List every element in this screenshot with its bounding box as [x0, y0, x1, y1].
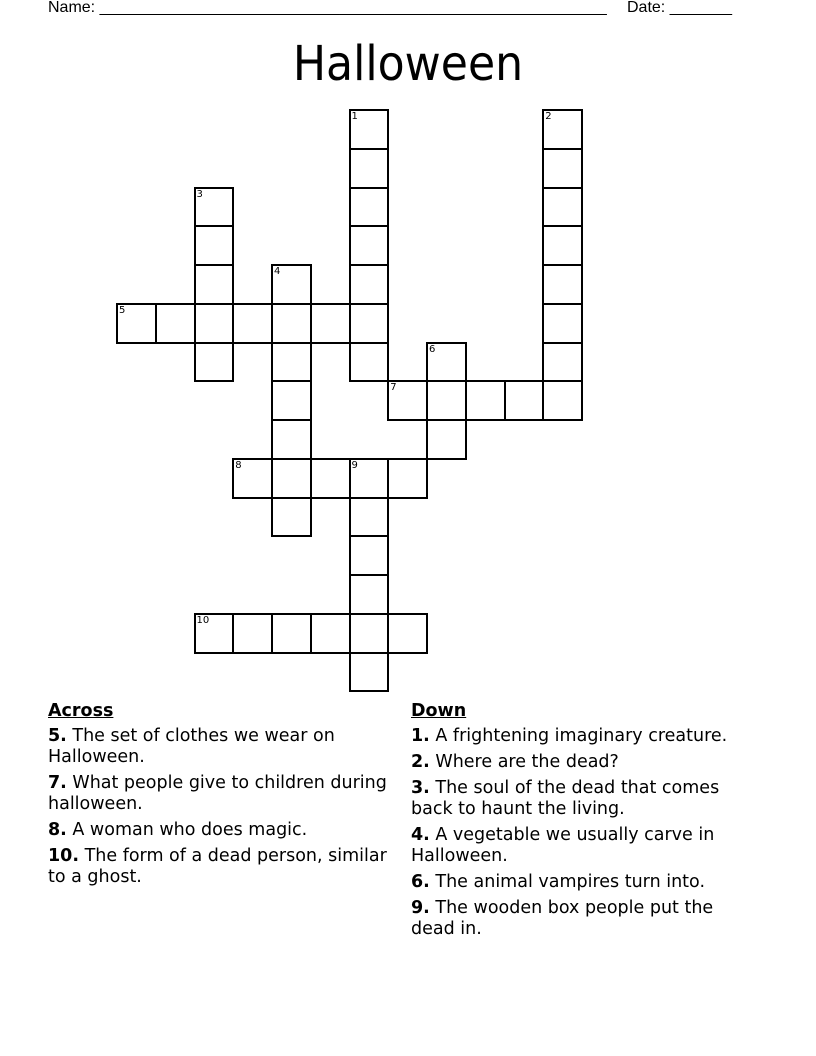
clue-down-3: [411, 778, 761, 820]
clue-text: The animal vampires turn into.: [429, 872, 706, 892]
grid-cell[interactable]: [349, 342, 390, 383]
clue-text: The wooden box people put the dead in.: [411, 898, 714, 939]
grid-cell[interactable]: [194, 264, 235, 305]
clue-number: 9.: [411, 898, 430, 918]
clue-number: 7.: [48, 773, 67, 793]
grid-cell[interactable]: [232, 303, 273, 344]
clue-number: 1.: [411, 726, 430, 746]
cell-number: 5: [119, 304, 126, 316]
grid-cell[interactable]: [542, 225, 583, 266]
puzzle-title: Halloween: [292, 36, 524, 92]
cell-number: 7: [390, 382, 397, 394]
clue-down-2: [411, 752, 761, 773]
grid-cell[interactable]: [542, 303, 583, 344]
clue-across-5: [48, 726, 388, 768]
cell-number: 3: [196, 188, 203, 200]
clue-number: 8.: [48, 820, 67, 840]
clue-number: 6.: [411, 872, 430, 892]
clue-text: The set of clothes we wear on Halloween.: [48, 726, 335, 767]
clue-text: A vegetable we usually carve in Halloween.: [411, 825, 715, 866]
name-field-label: Name: _________________________________________________________: [48, 0, 607, 16]
across-clues: [48, 701, 388, 893]
grid-cell[interactable]: [349, 225, 390, 266]
grid-cell[interactable]: [155, 303, 196, 344]
down-heading: Down: [411, 701, 467, 721]
down-clues: [411, 701, 761, 945]
grid-cell[interactable]: [426, 342, 467, 383]
grid-cell[interactable]: [194, 187, 235, 228]
grid-cell[interactable]: [349, 613, 390, 654]
grid-cell[interactable]: [310, 458, 351, 499]
cell-number: 8: [235, 459, 242, 471]
grid-cell[interactable]: [271, 419, 312, 460]
grid-cell[interactable]: [349, 574, 390, 615]
grid-cell[interactable]: [542, 264, 583, 305]
clue-text: The form of a dead person, similar to a ghost.: [48, 846, 387, 887]
cell-number: 1: [351, 111, 358, 122]
grid-cell[interactable]: [349, 303, 390, 344]
clue-down-4: [411, 825, 761, 867]
grid-cell[interactable]: [194, 613, 235, 654]
grid-cell[interactable]: [310, 303, 351, 344]
grid-cell[interactable]: [310, 613, 351, 654]
clue-across-7: [48, 773, 388, 815]
clue-down-1: [411, 726, 761, 747]
grid-cell[interactable]: [271, 497, 312, 538]
grid-cell[interactable]: [542, 380, 583, 421]
grid-cell[interactable]: [504, 380, 545, 421]
clue-across-10: [48, 846, 388, 888]
grid-cell[interactable]: [271, 264, 312, 305]
grid-cell[interactable]: [542, 342, 583, 383]
grid-cell[interactable]: [232, 458, 273, 499]
cell-number: 9: [351, 459, 358, 471]
clue-across-8: [48, 820, 388, 841]
grid-cell[interactable]: [426, 419, 467, 460]
clue-down-6: [411, 872, 761, 893]
clue-number: 2.: [411, 752, 430, 772]
grid-cell[interactable]: [116, 303, 157, 344]
clue-text: Where are the dead?: [429, 752, 619, 772]
across-heading: Across: [48, 701, 114, 721]
grid-cell[interactable]: [387, 458, 428, 499]
grid-cell[interactable]: [349, 109, 390, 150]
clue-text: The soul of the dead that comes back to haunt the living.: [411, 778, 720, 819]
grid-cell[interactable]: [387, 380, 428, 421]
grid-cell[interactable]: [271, 613, 312, 654]
grid-cell[interactable]: [349, 264, 390, 305]
grid-cell[interactable]: [465, 380, 506, 421]
clue-number: 10.: [48, 846, 80, 866]
grid-cell[interactable]: [542, 109, 583, 150]
grid-cell[interactable]: [349, 535, 390, 576]
grid-cell[interactable]: [426, 380, 467, 421]
cell-number: 6: [429, 343, 436, 355]
grid-cell[interactable]: [542, 187, 583, 228]
clue-number: 3.: [411, 778, 430, 798]
cell-number: 4: [274, 266, 281, 277]
grid-cell[interactable]: [349, 148, 390, 189]
grid-cell[interactable]: [542, 148, 583, 189]
grid-cell[interactable]: [349, 458, 390, 499]
clue-down-9: [411, 898, 761, 940]
clue-text: A woman who does magic.: [66, 820, 308, 840]
grid-cell[interactable]: [271, 342, 312, 383]
grid-cell[interactable]: [349, 652, 390, 693]
grid-cell[interactable]: [349, 187, 390, 228]
cell-number: 2: [545, 111, 552, 122]
cell-number: 10: [196, 614, 210, 626]
grid-cell[interactable]: [194, 225, 235, 266]
grid-cell[interactable]: [271, 458, 312, 499]
clue-number: 5.: [48, 726, 67, 746]
grid-cell[interactable]: [232, 613, 273, 654]
grid-cell[interactable]: [349, 497, 390, 538]
date-field-label: Date: _______: [627, 0, 732, 16]
grid-cell[interactable]: [271, 380, 312, 421]
grid-cell[interactable]: [194, 342, 235, 383]
clue-number: 4.: [411, 825, 430, 845]
clue-text: A frightening imaginary creature.: [429, 726, 728, 746]
clue-text: What people give to children during halloween.: [48, 773, 387, 814]
grid-cell[interactable]: [387, 613, 428, 654]
grid-cell[interactable]: [271, 303, 312, 344]
grid-cell[interactable]: [194, 303, 235, 344]
